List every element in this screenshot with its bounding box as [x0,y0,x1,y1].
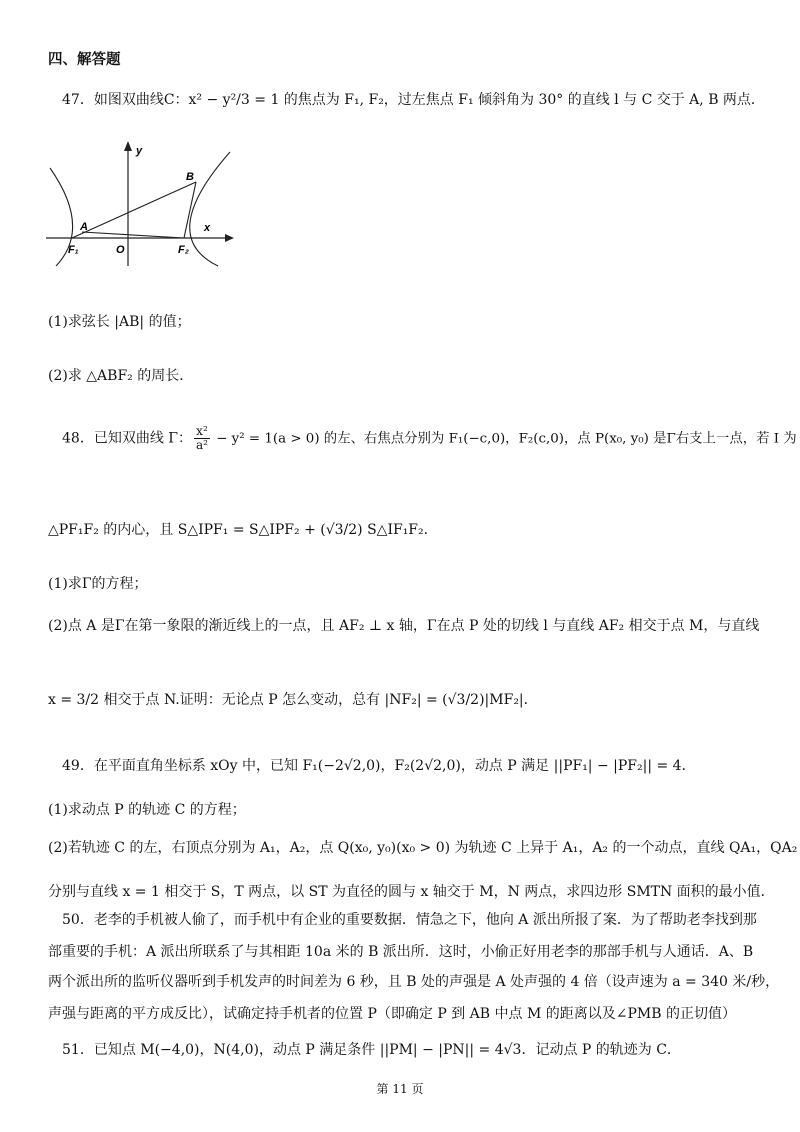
page-footer: 第 11 页 [376,1082,424,1096]
q48-stem-a: 48．已知双曲线 Γ： [62,430,192,447]
section-title: 四、解答题 [48,52,121,68]
label-F1: F₁ [68,244,79,256]
label-x: x [204,222,211,234]
q47-part1: (1)求弦长 |AB| 的值； [48,314,191,330]
segment-AF2 [82,232,184,238]
x-axis-arrow [225,234,234,242]
hyperbola-figure [44,138,244,270]
q48-fraction [194,425,210,452]
label-B: B [186,171,194,183]
q48-frac-den: a² [195,438,208,452]
q50-line2: 部重要的手机：A 派出所联系了与其相距 10a 米的 B 派出所．这时，小偷正好用老李的那部手机与人通话．A、B [48,944,754,960]
q48-stem [62,425,797,452]
q48-part2-a: (2)点 A 是Γ在第一象限的渐近线上的一点，且 AF₂ ⊥ x 轴，Γ在点 P 处的切线 l 与直线 AF₂ 相交于点 M，与直线 [48,618,760,634]
q48-frac-num: x² [194,425,210,439]
q47-part2: (2)求 △ABF₂ 的周长． [48,368,194,384]
label-O: O [116,244,125,256]
q50-line1: 50．老李的手机被人偷了，而手机中有企业的重要数据．情急之下，他向 A 派出所报了案．为了帮助老李找到那 [62,912,757,928]
hyperbola-right-branch [190,152,230,266]
label-A: A [80,221,88,233]
label-y: y [136,145,143,157]
q49-part2-b: 分别与直线 x = 1 相交于 S，T 两点，以 ST 为直径的圆与 x 轴交于 M，N 两点，求四边形 SMTN 面积的最小值． [48,884,775,900]
q49-part1: (1)求动点 P 的轨迹 C 的方程； [48,802,246,818]
q47-stem: 47．如图双曲线C：x² − y²/3 = 1 的焦点为 F₁, F₂，过左焦点 F₁ 倾斜角为 30° 的直线 l 与 C 交于 A, B 两点． [62,92,765,108]
q51-stem: 51．已知点 M(−4,0)，N(4,0)，动点 P 满足条件 ||PM| − |PN|| = 4√3．记动点 P 的轨迹为 C． [62,1042,681,1058]
q48-part2-b: x = 3/2 相交于点 N.证明：无论点 P 怎么变动，总有 |NF₂| = (√3/2)|MF₂|． [48,692,538,708]
y-axis-arrow [124,141,132,151]
q49-stem: 49．在平面直角坐标系 xOy 中，已知 F₁(−2√2,0)，F₂(2√2,0)，动点 P 满足 ||PF₁| − |PF₂|| = 4． [62,758,696,774]
label-F2: F₂ [178,244,189,256]
q48-stem-2: △PF₁F₂ 的内心，且 S△IPF₁ = S△IPF₂ + (√3/2) S△IF₁F₂． [48,522,438,538]
q50-line3: 两个派出所的监听仪器听到手机发声的时间差为 6 秒，且 B 处的声强是 A 处声强的 4 倍（设声速为 a = 340 米/秒， [48,974,780,990]
line-AB [72,182,196,238]
q48-part1: (1)求Γ的方程； [48,576,148,592]
q49-part2-a: (2)若轨迹 C 的左，右顶点分别为 A₁，A₂，点 Q(x₀, y₀)(x₀ > 0) 为轨迹 C 上异于 A₁，A₂ 的一个动点，直线 QA₁，QA₂ [48,840,798,856]
q50-line4: 声强与距离的平方成反比），试确定持手机者的位置 P（即确定 P 到 AB 中点 M 的距离以及∠PMB 的正切值） [48,1006,736,1022]
q48-stem-b: − y² = 1(a > 0) 的左、右焦点分别为 F₁(−c,0)，F₂(c,0)，点 P(x₀, y₀) 是Γ右支上一点，若 I 为 [211,431,797,447]
